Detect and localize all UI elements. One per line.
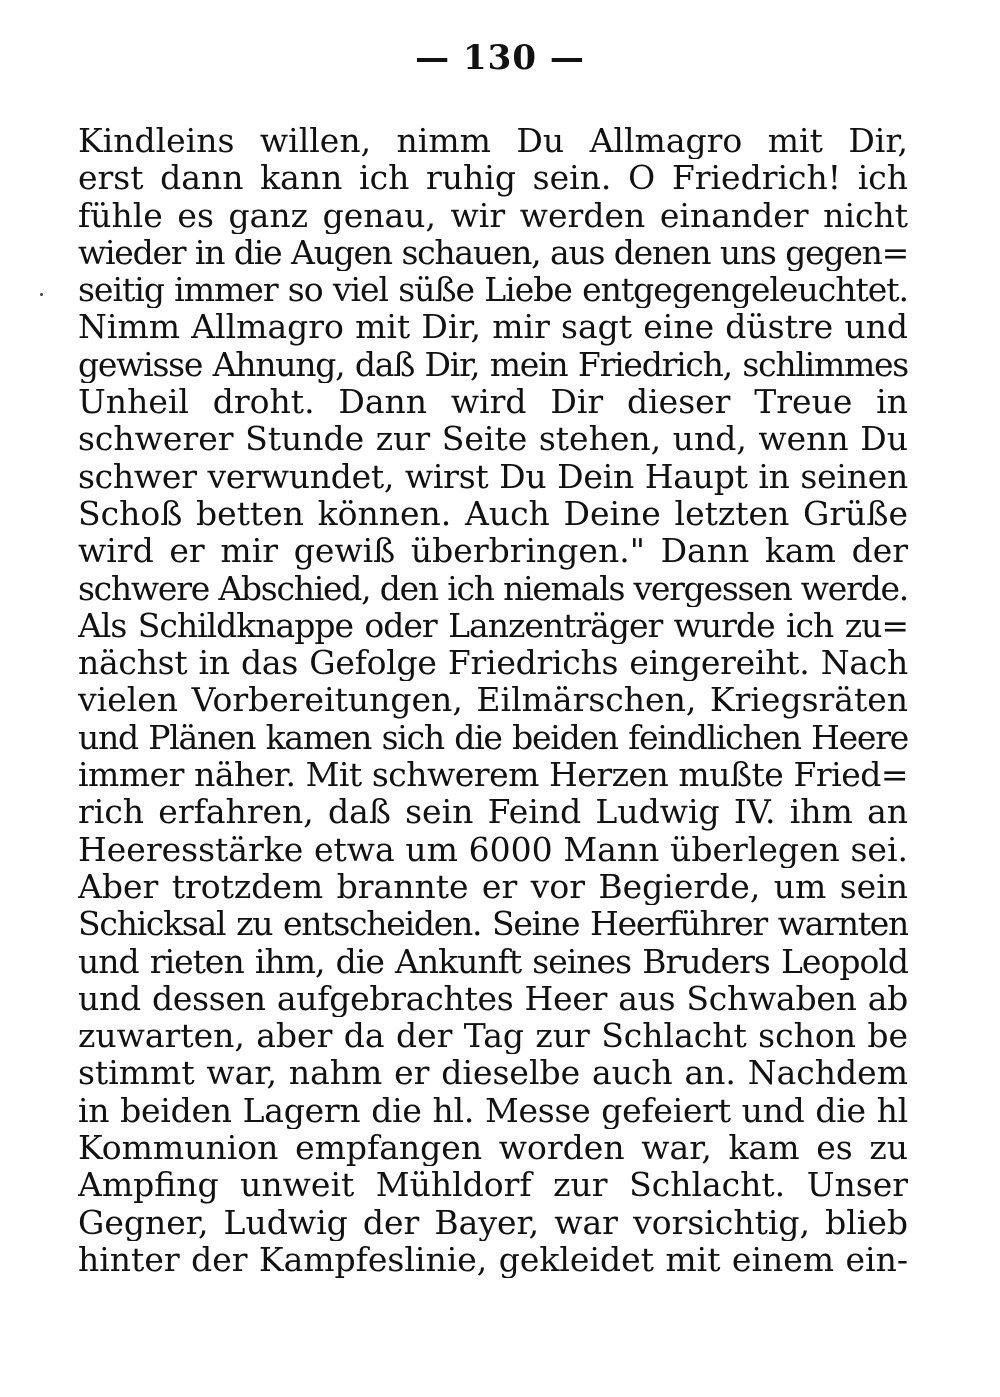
- text-line: Ampfing unweit Mühldorf zur Schlacht. Unser: [78, 1166, 908, 1204]
- text-line: Schicksal zu entscheiden. Seine Heerführer warnten: [78, 905, 908, 943]
- text-line: vielen Vorbereitungen, Eilmärschen, Kriegsräten: [78, 681, 908, 719]
- body-text: [78, 122, 908, 1278]
- text-line: Schoß betten können. Auch Deine letzten Grüße: [78, 494, 908, 533]
- text-line: Kommunion empfangen worden war, kam es zu: [78, 1129, 908, 1167]
- text-line: immer näher. Mit schwerem Herzen mußte Fried=: [78, 756, 908, 794]
- text-line: Gegner, Ludwig der Bayer, war vorsichtig, blieb: [78, 1203, 908, 1241]
- text-line: stimmt war, nahm er dieselbe auch an. Nachdem: [78, 1054, 908, 1092]
- text-line: schwere Abschied, den ich niemals vergessen werde.: [78, 569, 908, 607]
- text-line: schwerer Stunde zur Seite stehen, und, wenn Du: [78, 420, 908, 458]
- page-number: — 130 —: [415, 38, 585, 78]
- text-line: wieder in die Augen schauen, aus denen uns gegen=: [78, 233, 908, 272]
- text-line: und rieten ihm, die Ankunft seines Bruders Leopold: [78, 942, 908, 980]
- text-line: wird er mir gewiß überbringen." Dann kam der: [78, 532, 908, 570]
- text-line: Kindleins willen, nimm Du Allmagro mit Dir,: [78, 122, 908, 160]
- text-line: schwer verwundet, wirst Du Dein Haupt in seinen: [78, 457, 908, 495]
- text-line: Heeresstärke etwa um 6000 Mann überlegen sei.: [78, 830, 908, 868]
- text-line: Unheil droht. Dann wird Dir dieser Treue in: [78, 383, 908, 421]
- text-line: Als Schildknappe oder Lanzenträger wurde ich zu=: [78, 606, 908, 645]
- scan-speck: [40, 293, 43, 296]
- text-line: Nimm Allmagro mit Dir, mir sagt eine düstre und: [78, 308, 908, 346]
- text-line: seitig immer so viel süße Liebe entgegengeleuchtet.: [78, 271, 908, 309]
- text-line: Aber trotzdem brannte er vor Begierde, um sein: [78, 867, 908, 906]
- text-line: hinter der Kampfeslinie, gekleidet mit einem ein-: [78, 1240, 908, 1279]
- text-line: gewisse Ahnung, daß Dir, mein Friedrich, schlimmes: [78, 345, 908, 384]
- text-line: rich erfahren, daß sein Feind Ludwig IV. ihm an: [78, 793, 908, 831]
- text-line: nächst in das Gefolge Friedrichs eingereiht. Nach: [78, 644, 908, 682]
- text-line: fühle es ganz genau, wir werden einander nicht: [78, 196, 908, 234]
- text-line: zuwarten, aber da der Tag zur Schlacht schon be: [78, 1017, 908, 1055]
- text-line: und dessen aufgebrachtes Heer aus Schwaben ab: [78, 979, 908, 1018]
- text-line: und Plänen kamen sich die beiden feindlichen Heere: [78, 718, 908, 757]
- text-line: in beiden Lagern die hl. Messe gefeiert und die hl: [78, 1091, 908, 1130]
- text-line: erst dann kann ich ruhig sein. O Friedrich! ich: [78, 159, 908, 197]
